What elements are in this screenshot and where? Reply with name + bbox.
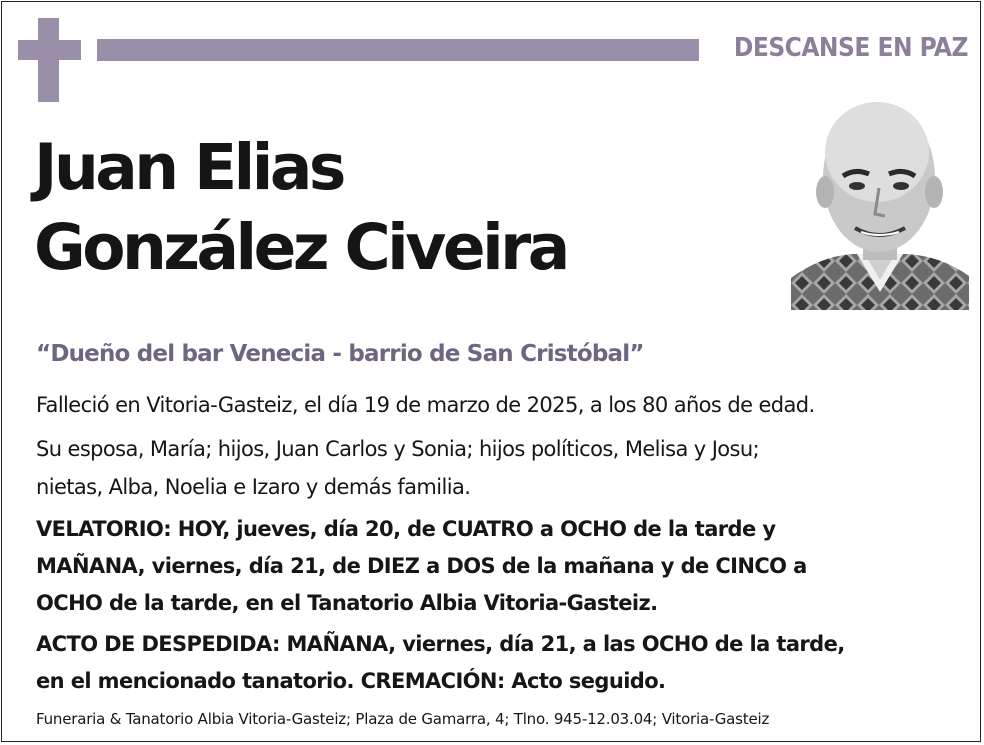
epithet: “Dueño del bar Venecia - barrio de San Cristóbal” <box>36 341 644 367</box>
wake-line-2: MAÑANA, viernes, día 21, de DIEZ a DOS de la mañana y de CINCO a <box>36 554 807 578</box>
rip-label: DESCANSE EN PAZ <box>733 33 968 63</box>
wake-line-3: OCHO de la tarde, en el Tanatorio Albia Vitoria-Gasteiz. <box>36 591 658 615</box>
farewell-line-1: ACTO DE DESPEDIDA: MAÑANA, viernes, día 21, a las OCHO de la tarde, <box>36 632 845 656</box>
death-notice: Falleció en Vitoria-Gasteiz, el día 19 de marzo de 2025, a los 80 años de edad. <box>36 393 815 417</box>
family-paragraph <box>36 430 966 506</box>
farewell-paragraph <box>36 626 966 700</box>
name-line-1: Juan Elias <box>34 131 343 204</box>
wake-line-1: VELATORIO: HOY, jueves, día 20, de CUATRO a OCHO de la tarde y <box>36 517 776 541</box>
portrait-photo <box>791 96 969 310</box>
wake-paragraph <box>36 511 966 622</box>
funeral-home-footer: Funeraria & Tanatorio Albia Vitoria-Gasteiz; Plaza de Gamarra, 4; Tlno. 945-12.03.04; Vitoria-Gasteiz <box>36 710 770 728</box>
farewell-line-2: en el mencionado tanatorio. CREMACIÓN: Acto seguido. <box>36 669 666 693</box>
name-line-2: González Civeira <box>34 211 567 284</box>
family-line-1: Su esposa, María; hijos, Juan Carlos y Sonia; hijos políticos, Melisa y Josu; <box>36 437 760 461</box>
deceased-name <box>34 128 774 288</box>
header-rule <box>97 39 699 61</box>
family-line-2: nietas, Alba, Noelia e Izaro y demás familia. <box>36 475 471 499</box>
